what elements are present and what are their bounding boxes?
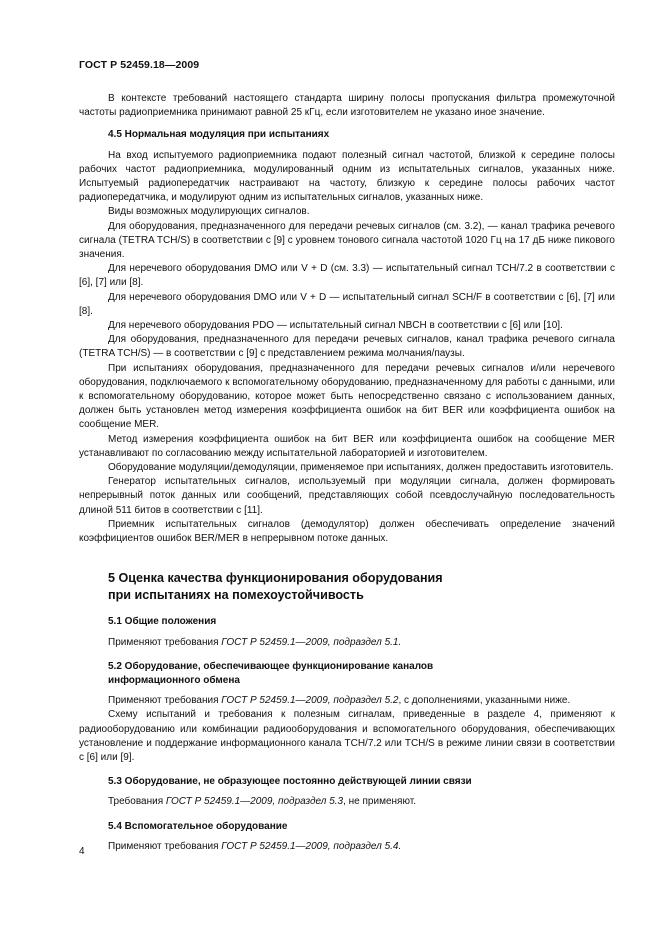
text: , не применяют. (343, 796, 416, 808)
paragraph: Для неречевого оборудования DMO или V + D — испытательный сигнал SCH/F в соответствии с [6], [7] или [8]. (79, 291, 615, 317)
paragraph: Для оборудования, предназначенного для передачи речевых сигналов (см. 3.2), — канал трафика речевого сигнала (TETRA TCH/S) в соответствии с [9] с уровнем тонового сигнала частотой 1020 Гц на 17 дБ ниже пикового значения. (79, 220, 615, 261)
text: Применяют требования (108, 840, 222, 852)
paragraph: Для неречевого оборудования PDO — испытательный сигнал NBCH в соответствии с [6] или [10]. (108, 320, 563, 332)
paragraph: Для оборудования, предназначенного для передачи речевых сигналов, канал трафика речевого сигнала (TETRA TCH/S) — в соответствии с [9] с представлением режима молчания/паузы. (79, 334, 615, 360)
section-heading-5-line1: 5 Оценка качества функционирования оборудования (108, 571, 443, 586)
paragraph: Схему испытаний и требования к полезным сигналам, приведенные в разделе 4, применяют к радиооборудованию или комбинации радиооборудования и вспомогательного оборудования, обеспечивающих установление и поддержание информационного канала TCH/7.2 или TCH/S в режиме линии связи в соответствии с [6] или [9]. (79, 709, 615, 763)
section-heading-5 (79, 570, 615, 603)
paragraph: На вход испытуемого радиоприемника подают полезный сигнал частотой, близкой к середине полосы рабочих частот радиоприемника, модулированный одним из испытательных сигналов, указанных ниже. Испытуемый радиопередатчик настраивают на частоту, близкую к середине полосы рабочих частот радиопередатчика, и модулируют одним из испытательных сигналов, указанных ниже. (79, 149, 615, 204)
paragraph (79, 840, 615, 854)
paragraph: Виды возможных модулирующих сигналов. (108, 206, 310, 218)
page-body (79, 92, 615, 854)
page-number: 4 (79, 846, 85, 857)
paragraph (79, 636, 615, 650)
section-heading-5-line2: при испытаниях на помехоустойчивость (108, 587, 364, 602)
paragraph (79, 795, 615, 809)
paragraph: Оборудование модуляции/демодуляции, применяемое при испытаниях, должен предоставить изготовитель. (108, 462, 614, 474)
text: Применяют требования (108, 636, 222, 648)
paragraph (79, 694, 615, 708)
section-heading-4-5: 4.5 Нормальная модуляция при испытаниях (108, 129, 330, 141)
text: Применяют требования (108, 695, 222, 707)
paragraph: В контексте требований настоящего стандарта ширину полосы пропускания фильтра промежуточной частоты радиоприемника принимают равной 25 кГц, если изготовителем не указано иное значение. (79, 93, 615, 119)
standard-reference: ГОСТ Р 52459.1—2009, подраздел 5.3 (165, 796, 344, 808)
section-heading-5-1: 5.1 Общие положения (108, 616, 217, 628)
text: Требования (108, 796, 166, 808)
standard-reference: ГОСТ Р 52459.1—2009, подраздел 5.4. (221, 840, 402, 852)
paragraph: Приемник испытательных сигналов (демодулятор) должен обеспечивать определение значений коэффициентов ошибок BER/MER в непрерывном потоке данных. (79, 518, 615, 545)
paragraph: При испытаниях оборудования, предназначенного для передачи речевых сигналов и/или неречевого оборудования, подключаемого к вспомогательному оборудованию, предназначенному для работы с данными, или к вспомогательному оборудованию, которое может быть непосредственно связано с использованием данных, должен быть установлен метод измерения коэффициента ошибок на бит BER или коэффициента ошибок на сообщение MER. (79, 362, 615, 431)
section-heading-5-2-line2: информационного обмена (108, 674, 240, 686)
standard-reference: ГОСТ Р 52459.1—2009, подраздел 5.1. (221, 636, 402, 648)
section-heading-5-2-line1: 5.2 Оборудование, обеспечивающее функционирование каналов (108, 660, 434, 672)
paragraph: Для неречевого оборудования DMO или V + D (см. 3.3) — испытательный сигнал TCH/7.2 в соответствии с [6], [7] или [8]. (79, 263, 615, 289)
section-heading-5-3: 5.3 Оборудование, не образующее постоянно действующей линии связи (108, 776, 472, 788)
text: , с дополнениями, указанными ниже. (398, 695, 571, 707)
section-heading-5-4: 5.4 Вспомогательное оборудование (108, 820, 288, 832)
paragraph: Метод измерения коэффициента ошибок на бит BER или коэффициента ошибок на сообщение MER устанавливают по согласованию между испытательной лабораторией и изготовителем. (79, 433, 615, 459)
document-header: ГОСТ Р 52459.18—2009 (79, 59, 200, 71)
section-heading-5-2 (79, 660, 615, 688)
paragraph: Генератор испытательных сигналов, используемый при модуляции сигнала, должен формировать непрерывный поток данных или сообщений, представляющих собой псевдослучайную последовательность длиной 511 битов в соответствии с [11]. (79, 476, 615, 516)
standard-reference: ГОСТ Р 52459.1—2009, подраздел 5.2 (221, 695, 399, 707)
